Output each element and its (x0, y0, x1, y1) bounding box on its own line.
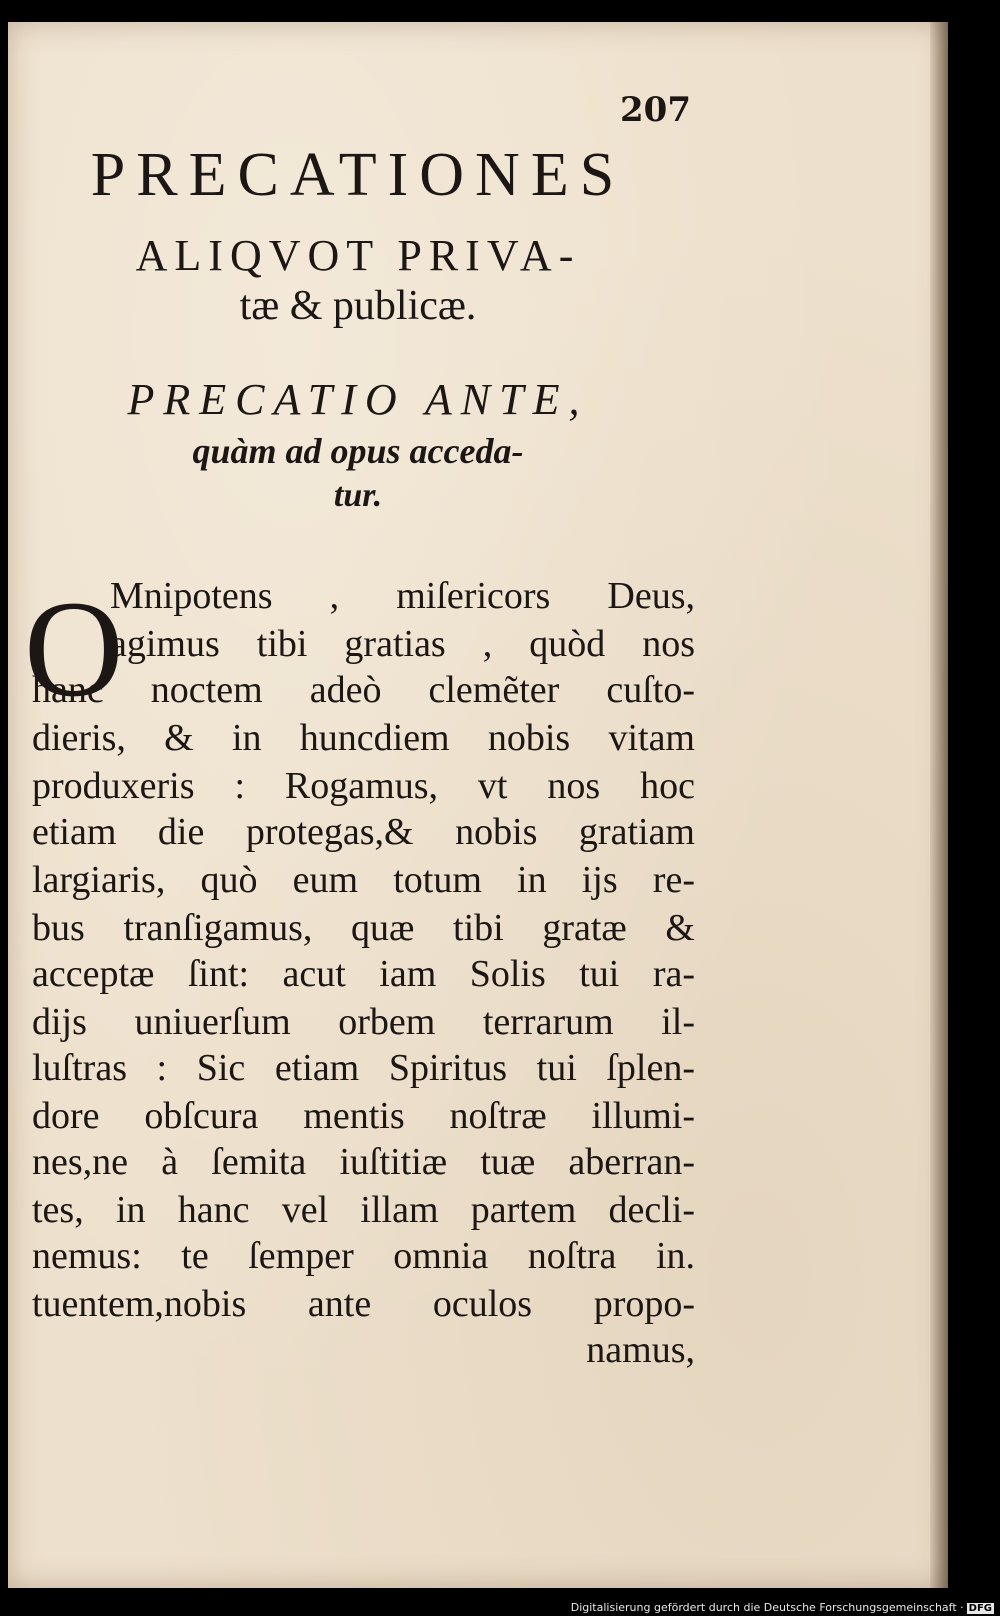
body-line-12: dore obſcura mentis noſtræ illumi- (32, 1095, 695, 1137)
title-line-3: tæ & publicæ. (239, 283, 477, 329)
body-line-17: namus, (586, 1329, 695, 1371)
body-line-7: largiaris, quò eum totum in ijs re- (32, 859, 695, 901)
digitization-credit (571, 1601, 994, 1614)
title-line-1: PRECATIONES (90, 141, 626, 209)
body-line-16: tuentem,nobis ante oculos propo- (32, 1283, 695, 1325)
body-line-4: dieris, & in huncdiem nobis vitam (32, 717, 695, 759)
body-line-2: agimus tibi gratias , quòd nos (110, 623, 695, 665)
body-line-6: etiam die protegas,& nobis gratiam (32, 811, 695, 853)
title-line-2: ALIQVOT PRIVA- (135, 231, 581, 280)
drop-cap: O (24, 572, 124, 725)
book-page (8, 22, 948, 1588)
prayer-heading-line-1: PRECATIO ANTE, (127, 375, 589, 424)
body-line-15: nemus: te ſemper omnia noſtra in. (32, 1235, 695, 1277)
prayer-heading-line-2: quàm ad opus acceda- (192, 431, 524, 471)
body-line-1: Mnipotens , miſericors Deus, (110, 575, 695, 617)
body-line-9: acceptæ ſint: acut iam Solis tui ra- (32, 953, 695, 995)
body-line-14: tes, in hanc vel illam partem decli- (32, 1189, 695, 1231)
dfg-logo: DFG (968, 1603, 992, 1614)
body-line-3: hanc noctem adeò clemẽter cuſto- (32, 669, 695, 711)
digitization-credit-text: Digitalisierung gefördert durch die Deutsche Forschungsgemeinschaft · (570, 1601, 964, 1614)
body-line-13: nes,ne à ſemita iuſtitiæ tuæ aberran- (32, 1141, 695, 1183)
body-line-10: dijs uniuerſum orbem terrarum il- (32, 1001, 695, 1043)
body-line-5: produxeris : Rogamus, vt nos hoc (32, 765, 695, 807)
page-spine-shadow (930, 22, 948, 1588)
prayer-heading-line-3: tur. (333, 477, 383, 514)
body-line-11: luſtras : Sic etiam Spiritus tui ſplen- (32, 1047, 695, 1089)
page-number: 207 (620, 90, 691, 130)
body-line-8: bus tranſigamus, quæ tibi gratæ & (32, 907, 695, 949)
